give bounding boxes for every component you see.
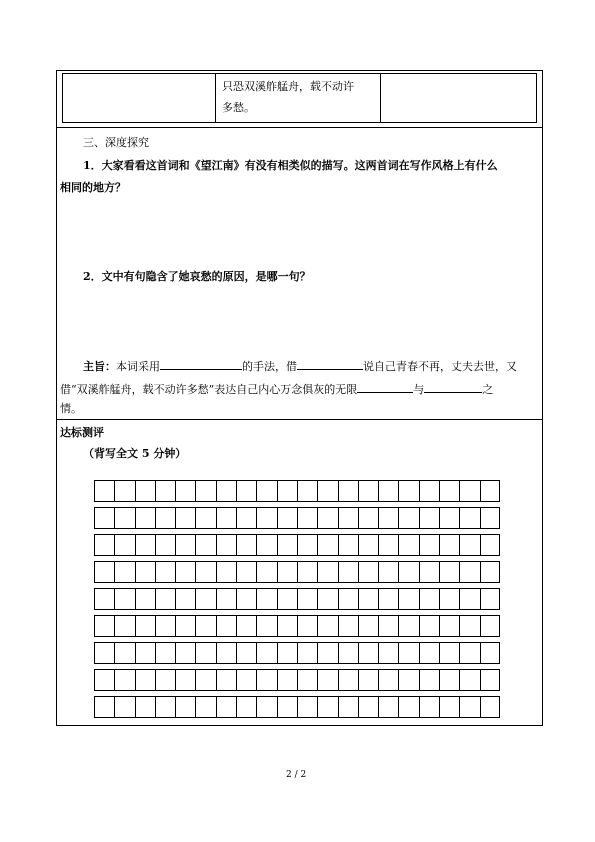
grid-row <box>94 507 500 529</box>
grid-cell[interactable] <box>176 481 196 501</box>
grid-cell[interactable] <box>379 508 399 528</box>
grid-cell[interactable] <box>237 697 257 717</box>
theme-label: 主旨： <box>83 360 116 373</box>
grid-cell[interactable] <box>359 508 379 528</box>
grid-cell[interactable] <box>460 670 480 690</box>
grid-cell[interactable] <box>339 535 359 555</box>
grid-cell[interactable] <box>460 535 480 555</box>
grid-cell[interactable] <box>359 643 379 663</box>
grid-cell[interactable] <box>197 643 217 663</box>
grid-cell[interactable] <box>481 616 501 636</box>
grid-cell[interactable] <box>237 616 257 636</box>
grid-cell[interactable] <box>115 670 135 690</box>
theme-line2 <box>60 381 493 397</box>
grid-cell[interactable] <box>481 508 501 528</box>
grid-cell[interactable] <box>237 508 257 528</box>
grid-cell[interactable] <box>318 616 338 636</box>
grid-cell[interactable] <box>400 562 420 582</box>
grid-cell[interactable] <box>156 589 176 609</box>
grid-cell[interactable] <box>95 616 115 636</box>
grid-cell[interactable] <box>197 508 217 528</box>
grid-row <box>94 669 500 691</box>
grid-cell[interactable] <box>481 481 501 501</box>
grid-cell[interactable] <box>237 670 257 690</box>
grid-cell[interactable] <box>278 562 298 582</box>
inner-table-border-top <box>62 73 536 74</box>
grid-cell[interactable] <box>359 589 379 609</box>
grid-cell[interactable] <box>400 616 420 636</box>
grid-cell[interactable] <box>278 535 298 555</box>
grid-cell[interactable] <box>95 697 115 717</box>
page-number: 2 / 2 <box>286 770 307 780</box>
grid-row <box>94 642 500 664</box>
grid-cell[interactable] <box>95 481 115 501</box>
grid-cell[interactable] <box>278 616 298 636</box>
theme-blank-3[interactable] <box>357 381 413 393</box>
grid-cell[interactable] <box>440 535 460 555</box>
grid-cell[interactable] <box>217 616 237 636</box>
grid-cell[interactable] <box>156 697 176 717</box>
grid-cell[interactable] <box>359 670 379 690</box>
grid-cell[interactable] <box>460 589 480 609</box>
grid-cell[interactable] <box>136 670 156 690</box>
grid-cell[interactable] <box>298 670 318 690</box>
grid-cell[interactable] <box>339 643 359 663</box>
grid-cell[interactable] <box>95 562 115 582</box>
grid-cell[interactable] <box>481 562 501 582</box>
grid-cell[interactable] <box>217 643 237 663</box>
assessment-heading: 达标测评 <box>60 426 104 439</box>
theme-blank-2[interactable] <box>297 358 363 370</box>
grid-cell[interactable] <box>156 535 176 555</box>
grid-cell[interactable] <box>197 616 217 636</box>
grid-cell[interactable] <box>115 616 135 636</box>
grid-cell[interactable] <box>257 562 277 582</box>
grid-cell[interactable] <box>318 535 338 555</box>
grid-cell[interactable] <box>176 643 196 663</box>
theme-blank-4[interactable] <box>424 381 482 393</box>
grid-cell[interactable] <box>318 589 338 609</box>
grid-cell[interactable] <box>339 697 359 717</box>
grid-cell[interactable] <box>440 589 460 609</box>
grid-cell[interactable] <box>420 670 440 690</box>
inner-table-border-bottom <box>62 122 536 123</box>
grid-cell[interactable] <box>420 562 440 582</box>
grid-cell[interactable] <box>420 481 440 501</box>
grid-cell[interactable] <box>95 535 115 555</box>
grid-cell[interactable] <box>339 562 359 582</box>
grid-cell[interactable] <box>257 481 277 501</box>
grid-cell[interactable] <box>278 670 298 690</box>
grid-cell[interactable] <box>95 589 115 609</box>
grid-cell[interactable] <box>420 589 440 609</box>
grid-cell[interactable] <box>197 562 217 582</box>
grid-row <box>94 561 500 583</box>
grid-cell[interactable] <box>197 589 217 609</box>
grid-cell[interactable] <box>460 481 480 501</box>
grid-cell[interactable] <box>400 670 420 690</box>
inner-table-divider-1 <box>215 73 216 123</box>
grid-cell[interactable] <box>298 562 318 582</box>
grid-cell[interactable] <box>115 508 135 528</box>
grid-cell[interactable] <box>298 508 318 528</box>
grid-cell[interactable] <box>400 589 420 609</box>
grid-cell[interactable] <box>339 589 359 609</box>
grid-cell[interactable] <box>217 562 237 582</box>
grid-cell[interactable] <box>318 697 338 717</box>
grid-row <box>94 696 500 718</box>
grid-cell[interactable] <box>298 589 318 609</box>
grid-cell[interactable] <box>379 643 399 663</box>
grid-cell[interactable] <box>359 697 379 717</box>
section3-heading: 三、深度探究 <box>83 136 149 149</box>
grid-cell[interactable] <box>400 508 420 528</box>
grid-cell[interactable] <box>400 535 420 555</box>
theme-line1 <box>83 358 517 374</box>
grid-cell[interactable] <box>257 643 277 663</box>
grid-cell[interactable] <box>460 697 480 717</box>
grid-cell[interactable] <box>156 616 176 636</box>
grid-row <box>94 588 500 610</box>
grid-cell[interactable] <box>318 643 338 663</box>
table-cell-text-line1: 只恐双溪舴艋舟，载不动许 <box>222 80 354 93</box>
grid-cell[interactable] <box>440 697 460 717</box>
grid-cell[interactable] <box>257 508 277 528</box>
grid-cell[interactable] <box>176 616 196 636</box>
grid-cell[interactable] <box>379 697 399 717</box>
grid-cell[interactable] <box>359 535 379 555</box>
grid-cell[interactable] <box>136 535 156 555</box>
grid-cell[interactable] <box>217 481 237 501</box>
grid-cell[interactable] <box>420 643 440 663</box>
grid-cell[interactable] <box>176 589 196 609</box>
question-1-line1: 1．大家看看这首词和《望江南》有没有相类似的描写。这两首词在写作风格上有什么 <box>83 159 498 172</box>
grid-cell[interactable] <box>176 670 196 690</box>
grid-cell[interactable] <box>136 697 156 717</box>
outer-border-left <box>56 70 57 726</box>
grid-cell[interactable] <box>176 508 196 528</box>
grid-cell[interactable] <box>237 643 257 663</box>
grid-cell[interactable] <box>339 508 359 528</box>
grid-cell[interactable] <box>136 562 156 582</box>
grid-cell[interactable] <box>440 481 460 501</box>
grid-cell[interactable] <box>156 643 176 663</box>
grid-cell[interactable] <box>481 697 501 717</box>
grid-cell[interactable] <box>460 643 480 663</box>
grid-cell[interactable] <box>440 670 460 690</box>
grid-cell[interactable] <box>197 697 217 717</box>
grid-cell[interactable] <box>237 481 257 501</box>
grid-cell[interactable] <box>217 508 237 528</box>
top-table-border-top <box>56 70 542 71</box>
grid-row <box>94 480 500 502</box>
grid-cell[interactable] <box>298 481 318 501</box>
theme-line2-text-2: 与 <box>413 383 425 396</box>
grid-cell[interactable] <box>95 643 115 663</box>
grid-cell[interactable] <box>257 697 277 717</box>
grid-cell[interactable] <box>237 589 257 609</box>
grid-cell[interactable] <box>95 670 115 690</box>
grid-cell[interactable] <box>136 589 156 609</box>
inner-table-divider-2 <box>380 73 381 123</box>
grid-cell[interactable] <box>318 670 338 690</box>
grid-cell[interactable] <box>298 697 318 717</box>
grid-cell[interactable] <box>115 643 135 663</box>
grid-cell[interactable] <box>440 616 460 636</box>
grid-cell[interactable] <box>379 589 399 609</box>
grid-cell[interactable] <box>115 589 135 609</box>
grid-cell[interactable] <box>379 562 399 582</box>
section-divider-2 <box>56 419 543 420</box>
grid-cell[interactable] <box>156 562 176 582</box>
grid-cell[interactable] <box>420 535 440 555</box>
grid-cell[interactable] <box>278 481 298 501</box>
grid-cell[interactable] <box>115 481 135 501</box>
theme-text-3: 说自己青春不再，丈夫去世，又 <box>363 360 517 373</box>
theme-line2-text-3: 之 <box>482 383 494 396</box>
grid-cell[interactable] <box>217 697 237 717</box>
question-2: 2．文中有句隐含了她哀愁的原因，是哪一句？ <box>83 270 311 283</box>
grid-cell[interactable] <box>379 535 399 555</box>
grid-cell[interactable] <box>298 616 318 636</box>
grid-cell[interactable] <box>237 562 257 582</box>
grid-cell[interactable] <box>420 697 440 717</box>
section-divider-1 <box>56 127 543 128</box>
grid-cell[interactable] <box>460 508 480 528</box>
grid-cell[interactable] <box>278 697 298 717</box>
grid-cell[interactable] <box>359 562 379 582</box>
theme-text-1: 本词采用 <box>116 360 160 373</box>
inner-table-border-right <box>536 73 537 123</box>
outer-border-bottom <box>56 725 543 726</box>
grid-cell[interactable] <box>217 535 237 555</box>
grid-cell[interactable] <box>379 481 399 501</box>
grid-cell[interactable] <box>420 616 440 636</box>
theme-line2-text-1: 借“双溪舴艋舟，载不动许多愁”表达自己内心万念俱灰的无限 <box>60 383 358 396</box>
grid-cell[interactable] <box>115 697 135 717</box>
grid-row <box>94 615 500 637</box>
grid-cell[interactable] <box>481 670 501 690</box>
grid-cell[interactable] <box>379 616 399 636</box>
grid-cell[interactable] <box>115 535 135 555</box>
question-1-line2: 相同的地方？ <box>60 181 126 194</box>
theme-text-2: 的手法，借 <box>242 360 297 373</box>
grid-cell[interactable] <box>359 616 379 636</box>
grid-cell[interactable] <box>136 508 156 528</box>
grid-cell[interactable] <box>217 670 237 690</box>
grid-cell[interactable] <box>379 670 399 690</box>
grid-cell[interactable] <box>136 643 156 663</box>
inner-table-border-left <box>62 73 63 123</box>
grid-cell[interactable] <box>298 643 318 663</box>
grid-cell[interactable] <box>460 562 480 582</box>
grid-cell[interactable] <box>257 589 277 609</box>
grid-cell[interactable] <box>136 481 156 501</box>
grid-cell[interactable] <box>136 616 156 636</box>
grid-cell[interactable] <box>440 508 460 528</box>
grid-cell[interactable] <box>400 481 420 501</box>
grid-cell[interactable] <box>481 535 501 555</box>
grid-row <box>94 534 500 556</box>
grid-cell[interactable] <box>339 481 359 501</box>
outer-border-right <box>542 70 543 726</box>
grid-cell[interactable] <box>420 508 440 528</box>
grid-cell[interactable] <box>176 535 196 555</box>
grid-cell[interactable] <box>156 670 176 690</box>
grid-cell[interactable] <box>115 562 135 582</box>
grid-cell[interactable] <box>95 508 115 528</box>
grid-cell[interactable] <box>359 481 379 501</box>
grid-cell[interactable] <box>318 508 338 528</box>
grid-cell[interactable] <box>278 508 298 528</box>
grid-cell[interactable] <box>197 535 217 555</box>
grid-cell[interactable] <box>440 562 460 582</box>
grid-cell[interactable] <box>400 697 420 717</box>
table-cell-text-line2: 多愁。 <box>222 101 255 114</box>
grid-cell[interactable] <box>156 508 176 528</box>
grid-cell[interactable] <box>481 589 501 609</box>
grid-cell[interactable] <box>257 535 277 555</box>
grid-cell[interactable] <box>257 616 277 636</box>
grid-cell[interactable] <box>176 562 196 582</box>
grid-cell[interactable] <box>318 562 338 582</box>
grid-cell[interactable] <box>217 589 237 609</box>
grid-cell[interactable] <box>460 616 480 636</box>
grid-cell[interactable] <box>278 643 298 663</box>
grid-cell[interactable] <box>257 670 277 690</box>
grid-cell[interactable] <box>176 697 196 717</box>
grid-cell[interactable] <box>481 643 501 663</box>
grid-cell[interactable] <box>298 535 318 555</box>
assessment-instruction: （背写全文 5 分钟） <box>83 447 187 460</box>
grid-cell[interactable] <box>339 670 359 690</box>
theme-line3: 情。 <box>60 402 82 415</box>
theme-blank-1[interactable] <box>160 358 242 370</box>
grid-cell[interactable] <box>278 589 298 609</box>
grid-cell[interactable] <box>237 535 257 555</box>
grid-cell[interactable] <box>197 481 217 501</box>
grid-cell[interactable] <box>339 616 359 636</box>
grid-cell[interactable] <box>400 643 420 663</box>
grid-cell[interactable] <box>440 643 460 663</box>
grid-cell[interactable] <box>197 670 217 690</box>
grid-cell[interactable] <box>318 481 338 501</box>
grid-cell[interactable] <box>156 481 176 501</box>
